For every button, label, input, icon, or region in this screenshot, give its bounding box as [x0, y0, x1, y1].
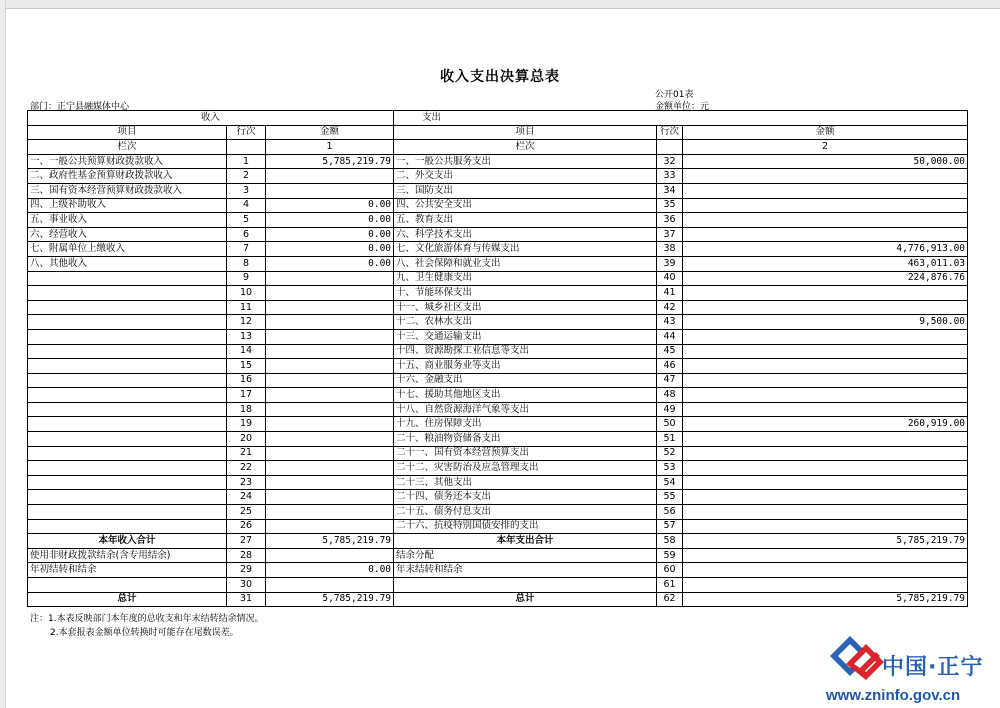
income-item-cell: 一、一般公共预算财政拨款收入 [28, 154, 227, 169]
table-row [28, 475, 968, 490]
note-2: 2.本套报表金额单位转换时可能存在尾数误差。 [50, 628, 239, 638]
income-row-no-cell: 10 [227, 286, 266, 301]
income-amount-cell [266, 359, 394, 374]
income-row-no-cell: 20 [227, 432, 266, 447]
expense-item-cell: 二十四、债务还本支出 [394, 490, 657, 505]
expense-item-cell: 七、文化旅游体育与传媒支出 [394, 242, 657, 257]
income-column-no-blank [227, 140, 266, 155]
income-amount-cell [266, 490, 394, 505]
income-row-no-cell: 7 [227, 242, 266, 257]
notes [30, 612, 264, 640]
income-row-no-cell: 24 [227, 490, 266, 505]
expense-item-cell: 二十、粮油物资储备支出 [394, 432, 657, 447]
income-row-no-cell: 9 [227, 271, 266, 286]
header-row-sections [28, 111, 968, 126]
income-row-no-cell: 1 [227, 154, 266, 169]
expense-item-cell: 十三、交通运输支出 [394, 329, 657, 344]
expense-amount-cell [683, 578, 968, 593]
income-item-cell [28, 475, 227, 490]
income-item-cell [28, 578, 227, 593]
table-row [28, 183, 968, 198]
expense-amount-cell [683, 227, 968, 242]
expense-item-cell: 十九、住房保障支出 [394, 417, 657, 432]
income-amount-cell [266, 475, 394, 490]
expense-item-cell: 十二、农林水支出 [394, 315, 657, 330]
expense-row-no-cell: 32 [657, 154, 683, 169]
expense-amount-cell [683, 213, 968, 228]
expense-amount-cell [683, 402, 968, 417]
expense-amount-cell [683, 183, 968, 198]
income-item-cell [28, 286, 227, 301]
expense-column-no-label: 栏次 [394, 140, 657, 155]
income-item-cell [28, 344, 227, 359]
expense-item-cell: 二十五、债务付息支出 [394, 505, 657, 520]
expense-item-cell: 二十六、抗疫特别国债安排的支出 [394, 519, 657, 534]
income-item-cell: 八、其他收入 [28, 256, 227, 271]
income-row-no-cell: 17 [227, 388, 266, 403]
income-item-cell: 二、政府性基金预算财政拨款收入 [28, 169, 227, 184]
income-row-no-cell: 25 [227, 505, 266, 520]
expense-amount-cell [683, 344, 968, 359]
income-amount-cell [266, 300, 394, 315]
income-row-no-cell: 15 [227, 359, 266, 374]
expense-row-no-cell: 35 [657, 198, 683, 213]
expense-row-no-cell: 47 [657, 373, 683, 388]
expense-item-cell: 本年支出合计 [394, 534, 657, 549]
expense-amount-cell [683, 388, 968, 403]
table-row [28, 315, 968, 330]
expense-amount-cell [683, 359, 968, 374]
table-row [28, 505, 968, 520]
income-row-no-cell: 2 [227, 169, 266, 184]
expense-item-cell [394, 578, 657, 593]
income-row-no-cell: 18 [227, 402, 266, 417]
expense-row-no-cell: 44 [657, 329, 683, 344]
income-amount-cell: 0.00 [266, 256, 394, 271]
income-row-no-cell: 8 [227, 256, 266, 271]
expense-amount-cell: 9,500.00 [683, 315, 968, 330]
table-row [28, 198, 968, 213]
expense-row-no-cell: 42 [657, 300, 683, 315]
expense-item-cell: 四、公共安全支出 [394, 198, 657, 213]
table-row [28, 344, 968, 359]
income-amount-cell [266, 446, 394, 461]
expense-row-no-cell: 61 [657, 578, 683, 593]
expense-amount-cell: 224,876.76 [683, 271, 968, 286]
income-amount-cell [266, 344, 394, 359]
expense-row-no-cell: 53 [657, 461, 683, 476]
income-item-cell: 本年收入合计 [28, 534, 227, 549]
income-amount-cell: 5,785,219.79 [266, 592, 394, 607]
table-row [28, 578, 968, 593]
expense-item-cell: 二、外交支出 [394, 169, 657, 184]
expense-row-no-cell: 39 [657, 256, 683, 271]
form-code: 公开01表 [655, 90, 694, 100]
income-item-cell: 年初结转和结余 [28, 563, 227, 578]
expense-item-header: 项目 [394, 125, 657, 140]
expense-amount-cell [683, 329, 968, 344]
income-row-no-cell: 26 [227, 519, 266, 534]
income-amount-cell [266, 432, 394, 447]
expense-amount-cell [683, 490, 968, 505]
income-amount-cell [266, 402, 394, 417]
table-row [28, 359, 968, 374]
expense-column-no-blank [657, 140, 683, 155]
expense-row-no-cell: 45 [657, 344, 683, 359]
expense-amount-cell [683, 519, 968, 534]
table-row [28, 461, 968, 476]
income-item-cell [28, 432, 227, 447]
income-item-cell [28, 402, 227, 417]
expense-row-no-cell: 59 [657, 548, 683, 563]
income-column-1: 1 [266, 140, 394, 155]
expense-row-no-cell: 62 [657, 592, 683, 607]
report-title: 收入支出决算总表 [440, 69, 560, 85]
expense-amount-cell [683, 198, 968, 213]
table-row [28, 213, 968, 228]
table-row [28, 373, 968, 388]
income-amount-cell [266, 271, 394, 286]
income-section-header: 收入 [28, 111, 394, 126]
expense-row-no-cell: 50 [657, 417, 683, 432]
expense-item-cell: 结余分配 [394, 548, 657, 563]
expense-amount-cell [683, 548, 968, 563]
income-amount-cell: 5,785,219.79 [266, 534, 394, 549]
expense-row-no-cell: 38 [657, 242, 683, 257]
income-row-no-cell: 21 [227, 446, 266, 461]
expense-row-no-cell: 34 [657, 183, 683, 198]
income-amount-cell [266, 548, 394, 563]
income-item-cell [28, 271, 227, 286]
expense-item-cell: 十八、自然资源海洋气象等支出 [394, 402, 657, 417]
expense-item-cell: 五、教育支出 [394, 213, 657, 228]
table-row [28, 490, 968, 505]
expense-item-cell: 八、社会保障和就业支出 [394, 256, 657, 271]
income-item-cell [28, 315, 227, 330]
income-row-no-cell: 31 [227, 592, 266, 607]
viewer-top-edge [0, 0, 1000, 9]
expense-item-cell: 九、卫生健康支出 [394, 271, 657, 286]
table-row [28, 563, 968, 578]
table-row [28, 300, 968, 315]
income-row-no-cell: 5 [227, 213, 266, 228]
table-row [28, 432, 968, 447]
expense-amount-cell: 4,776,913.00 [683, 242, 968, 257]
income-item-cell [28, 446, 227, 461]
expense-amount-header: 金额 [683, 125, 968, 140]
expense-amount-cell [683, 373, 968, 388]
expense-amount-cell: 50,000.00 [683, 154, 968, 169]
income-row-no-cell: 4 [227, 198, 266, 213]
logo-url: www.zninfo.gov.cn [826, 687, 961, 704]
income-amount-cell [266, 461, 394, 476]
table-row [28, 548, 968, 563]
income-row-no-cell: 29 [227, 563, 266, 578]
expense-amount-cell: 5,785,219.79 [683, 534, 968, 549]
expense-amount-cell [683, 446, 968, 461]
expense-row-no-cell: 60 [657, 563, 683, 578]
expense-row-no-cell: 46 [657, 359, 683, 374]
expense-amount-cell [683, 300, 968, 315]
income-expense-table [27, 110, 968, 607]
expense-item-cell: 二十一、国有资本经营预算支出 [394, 446, 657, 461]
expense-item-cell: 十一、城乡社区支出 [394, 300, 657, 315]
expense-item-cell: 十、节能环保支出 [394, 286, 657, 301]
table-row [28, 271, 968, 286]
expense-amount-cell [683, 505, 968, 520]
table-row [28, 402, 968, 417]
table-row [28, 446, 968, 461]
table-row [28, 169, 968, 184]
expense-amount-cell [683, 475, 968, 490]
income-item-cell: 总计 [28, 592, 227, 607]
expense-item-cell: 三、国防支出 [394, 183, 657, 198]
table-row [28, 519, 968, 534]
table-row [28, 417, 968, 432]
income-item-cell [28, 505, 227, 520]
income-item-cell [28, 329, 227, 344]
expense-amount-cell [683, 461, 968, 476]
income-item-cell [28, 417, 227, 432]
table-row [28, 242, 968, 257]
income-item-header: 项目 [28, 125, 227, 140]
table-row [28, 256, 968, 271]
income-row-no-cell: 13 [227, 329, 266, 344]
expense-row-no-cell: 55 [657, 490, 683, 505]
income-amount-cell [266, 388, 394, 403]
table-row [28, 227, 968, 242]
expense-amount-cell: 463,011.03 [683, 256, 968, 271]
income-item-cell [28, 359, 227, 374]
income-row-no-cell: 19 [227, 417, 266, 432]
table-row [28, 592, 968, 607]
income-amount-cell: 5,785,219.79 [266, 154, 394, 169]
income-row-no-cell: 14 [227, 344, 266, 359]
expense-item-cell: 十六、金融支出 [394, 373, 657, 388]
table-row [28, 329, 968, 344]
income-column-no-label: 栏次 [28, 140, 227, 155]
header-row-column-numbers [28, 140, 968, 155]
table-body [28, 154, 968, 606]
expense-row-no-cell: 49 [657, 402, 683, 417]
income-item-cell: 三、国有资本经营预算财政拨款收入 [28, 183, 227, 198]
income-item-cell [28, 388, 227, 403]
expense-item-cell: 总计 [394, 592, 657, 607]
income-item-cell: 七、附属单位上缴收入 [28, 242, 227, 257]
expense-row-no-cell: 36 [657, 213, 683, 228]
expense-item-cell: 一、一般公共服务支出 [394, 154, 657, 169]
expense-column-2: 2 [683, 140, 968, 155]
income-item-cell: 使用非财政拨款结余(含专用结余) [28, 548, 227, 563]
income-row-no-cell: 12 [227, 315, 266, 330]
income-amount-cell [266, 329, 394, 344]
expense-amount-cell [683, 563, 968, 578]
expense-row-no-cell: 52 [657, 446, 683, 461]
income-amount-cell: 0.00 [266, 563, 394, 578]
income-amount-cell [266, 417, 394, 432]
income-item-cell: 五、事业收入 [28, 213, 227, 228]
income-item-cell [28, 300, 227, 315]
expense-amount-cell [683, 169, 968, 184]
expense-row-no-cell: 58 [657, 534, 683, 549]
expense-row-no-cell: 54 [657, 475, 683, 490]
expense-row-no-cell: 48 [657, 388, 683, 403]
expense-item-cell: 六、科学技术支出 [394, 227, 657, 242]
income-row-no-cell: 27 [227, 534, 266, 549]
header-row-columns [28, 125, 968, 140]
income-amount-cell: 0.00 [266, 242, 394, 257]
income-amount-cell [266, 373, 394, 388]
income-row-no-cell: 28 [227, 548, 266, 563]
income-amount-cell: 0.00 [266, 198, 394, 213]
expense-section-header: 支出 [394, 111, 968, 126]
expense-item-cell: 年末结转和结余 [394, 563, 657, 578]
note-1: 注：1.本表反映部门本年度的总收支和年末结转结余情况。 [30, 614, 264, 624]
income-amount-header: 金额 [266, 125, 394, 140]
income-row-no-cell: 30 [227, 578, 266, 593]
expense-item-cell: 二十三、其他支出 [394, 475, 657, 490]
income-item-cell: 六、经营收入 [28, 227, 227, 242]
income-row-no-cell: 11 [227, 300, 266, 315]
income-row-no-cell: 6 [227, 227, 266, 242]
income-amount-cell [266, 519, 394, 534]
income-item-cell [28, 461, 227, 476]
expense-amount-cell: 5,785,219.79 [683, 592, 968, 607]
income-amount-cell: 0.00 [266, 213, 394, 228]
income-item-cell [28, 373, 227, 388]
viewer-left-edge [0, 0, 6, 708]
income-row-no-cell: 3 [227, 183, 266, 198]
logo-name: 中国·正宁 [882, 655, 984, 680]
expense-row-no-cell: 57 [657, 519, 683, 534]
expense-item-cell: 二十二、灾害防治及应急管理支出 [394, 461, 657, 476]
income-item-cell [28, 490, 227, 505]
income-item-cell: 四、上级补助收入 [28, 198, 227, 213]
expense-row-no-cell: 37 [657, 227, 683, 242]
income-amount-cell [266, 505, 394, 520]
income-amount-cell [266, 578, 394, 593]
table-row [28, 286, 968, 301]
expense-row-no-cell: 40 [657, 271, 683, 286]
expense-amount-cell [683, 286, 968, 301]
expense-amount-cell: 260,919.00 [683, 417, 968, 432]
expense-row-no-cell: 43 [657, 315, 683, 330]
income-amount-cell [266, 183, 394, 198]
income-amount-cell [266, 286, 394, 301]
department-label: 部门：正宁县融媒体中心 [30, 102, 130, 112]
income-row-no-cell: 23 [227, 475, 266, 490]
table-row [28, 154, 968, 169]
income-item-cell [28, 519, 227, 534]
expense-row-no-cell: 56 [657, 505, 683, 520]
expense-item-cell: 十五、商业服务业等支出 [394, 359, 657, 374]
income-amount-cell: 0.00 [266, 227, 394, 242]
income-row-no-cell: 22 [227, 461, 266, 476]
table-row [28, 388, 968, 403]
table-row [28, 534, 968, 549]
expense-amount-cell [683, 432, 968, 447]
income-amount-cell [266, 315, 394, 330]
expense-row-no-cell: 51 [657, 432, 683, 447]
amount-unit: 金额单位：元 [655, 102, 710, 112]
expense-row-no-cell: 33 [657, 169, 683, 184]
income-row-no-header: 行次 [227, 125, 266, 140]
expense-item-cell: 十四、资源勘探工业信息等支出 [394, 344, 657, 359]
income-amount-cell [266, 169, 394, 184]
expense-row-no-cell: 41 [657, 286, 683, 301]
expense-item-cell: 十七、援助其他地区支出 [394, 388, 657, 403]
income-row-no-cell: 16 [227, 373, 266, 388]
expense-row-no-header: 行次 [657, 125, 683, 140]
